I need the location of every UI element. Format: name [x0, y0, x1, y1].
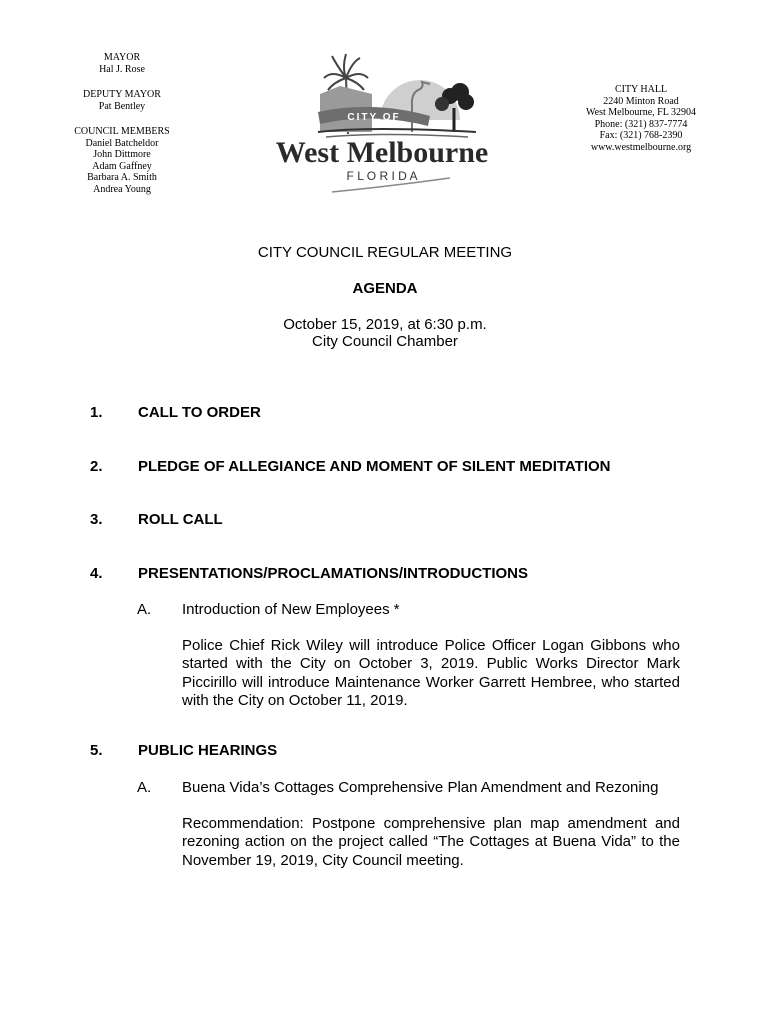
section-title: PRESENTATIONS/PROCLAMATIONS/INTRODUCTIONS — [138, 565, 528, 582]
city-hall-address: 2240 Minton Road — [603, 95, 679, 107]
paragraph-line: started with the City on October 3, 2019. Public Works Director Mark — [182, 655, 680, 673]
deputy-mayor-group — [60, 89, 184, 112]
section-number: 4. — [90, 565, 103, 582]
item-4a-description — [182, 637, 680, 710]
paragraph-line: with the City on October 11, 2019. — [182, 691, 408, 709]
section-title: PUBLIC HEARINGS — [138, 742, 278, 759]
logo-city-of: CITY OF — [347, 112, 401, 123]
section-title: PLEDGE OF ALLEGIANCE AND MOMENT OF SILENT MEDITATION — [138, 458, 611, 475]
section-number: 3. — [90, 511, 103, 528]
mayor-group — [60, 52, 184, 75]
item-letter: A. — [137, 601, 152, 618]
paragraph-line: Police Chief Rick Wiley will introduce Police Officer Logan Gibbons who — [182, 637, 680, 654]
meeting-location: City Council Chamber — [312, 333, 458, 350]
item-5a-recommendation — [182, 815, 680, 870]
deputy-mayor-title: DEPUTY MAYOR — [83, 89, 161, 100]
city-hall-info — [566, 84, 716, 153]
city-hall-fax: Fax: (321) 768-2390 — [599, 130, 683, 141]
section-number: 1. — [90, 404, 103, 421]
city-hall-title: CITY HALL — [614, 84, 668, 95]
paragraph-line: rezoning action on the project called “The Cottages at Buena Vida” to the — [182, 833, 680, 851]
meeting-date: October 15, 2019, at 6:30 p.m. — [283, 316, 487, 333]
council-members-title: COUNCIL MEMBERS — [74, 126, 170, 137]
item-letter: A. — [137, 779, 152, 796]
council-member: Adam Gaffney — [92, 160, 152, 172]
section-number: 5. — [90, 742, 103, 759]
section-title: ROLL CALL — [138, 511, 223, 528]
council-member: Barbara A. Smith — [87, 172, 157, 183]
logo-state: F L O R I D A — [346, 169, 418, 183]
city-hall-phone: Phone: (321) 837-7774 — [594, 118, 688, 130]
city-hall-website: www.westmelbourne.org — [590, 141, 692, 153]
section-title: CALL TO ORDER — [138, 404, 261, 421]
item-title: Introduction of New Employees * — [182, 601, 400, 618]
council-member: John Dittmore — [93, 149, 151, 160]
item-title: Buena Vida’s Cottages Comprehensive Plan Amendment and Rezoning — [182, 779, 659, 796]
council-member: Daniel Batcheldor — [85, 137, 159, 149]
council-member: Andrea Young — [93, 183, 151, 195]
city-logo — [262, 48, 512, 198]
paragraph-line: Recommendation: Postpone comprehensive plan map amendment and — [182, 815, 680, 832]
paragraph-line: Piccirillo will introduce Maintenance Worker Garrett Hembree, who started — [182, 673, 680, 691]
section-number: 2. — [90, 458, 103, 475]
meeting-title: CITY COUNCIL REGULAR MEETING — [257, 244, 513, 261]
city-hall-city: West Melbourne, FL 32904 — [586, 107, 696, 118]
logo-city-name: West Melbourne — [275, 136, 489, 169]
mayor-name: Hal J. Rose — [99, 63, 145, 75]
paragraph-line: November 19, 2019, City Council meeting. — [182, 851, 464, 869]
agenda-heading: AGENDA — [352, 280, 418, 297]
officials-list — [60, 52, 184, 206]
council-members-group — [60, 126, 184, 195]
mayor-title: MAYOR — [103, 52, 141, 63]
deputy-mayor-name: Pat Bentley — [98, 100, 146, 112]
